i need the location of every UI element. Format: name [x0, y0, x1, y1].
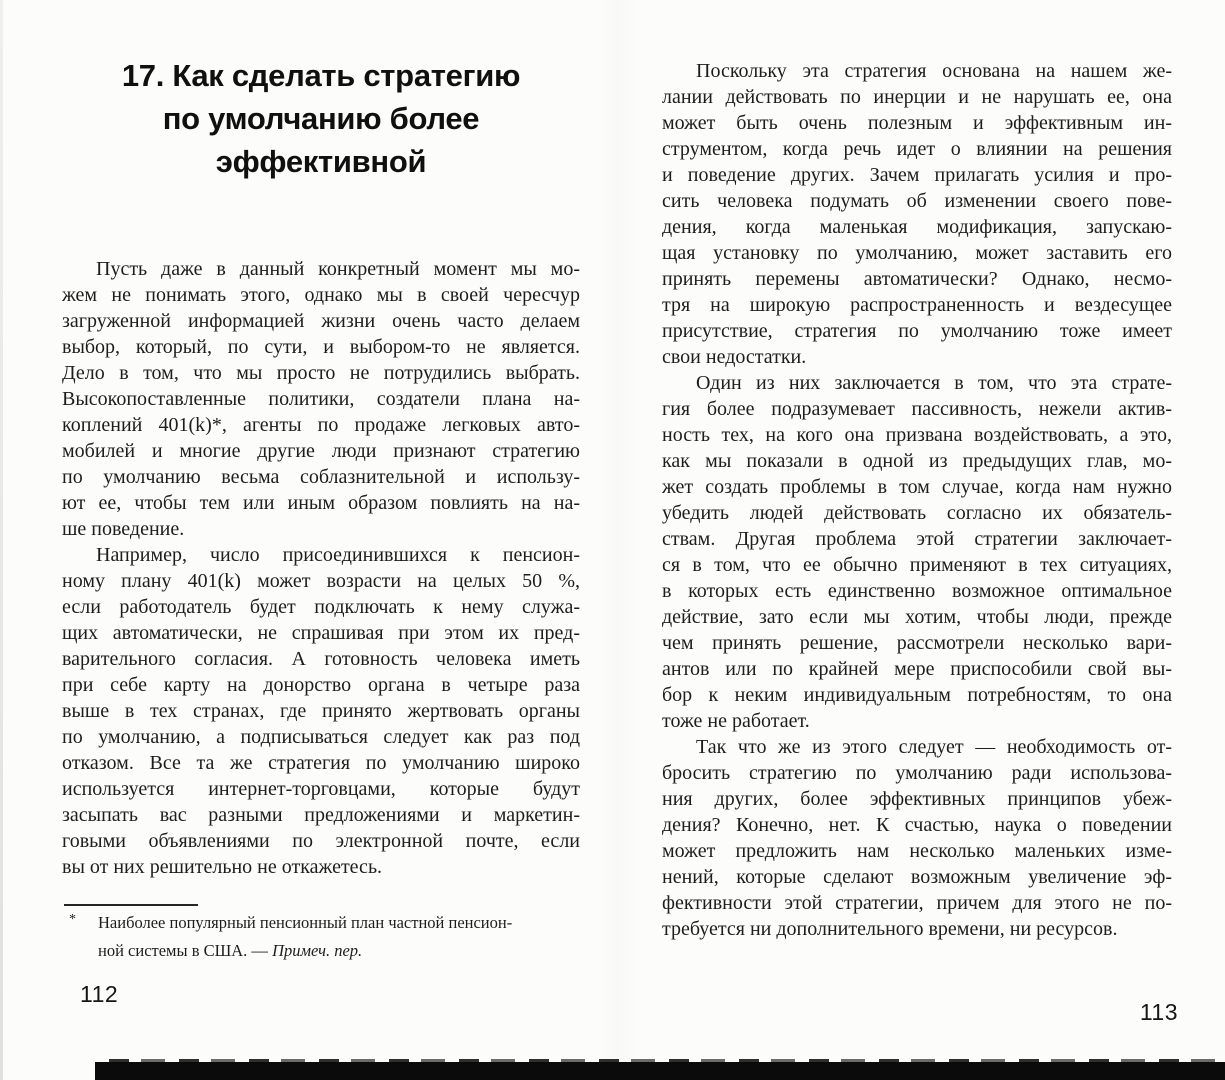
text-line: ному плану 401(k) может возрасти на целых 50 %, — [62, 570, 580, 592]
text-line: по умолчанию весьма соблазнительной и использу- — [62, 466, 580, 488]
text-line: ют ее, чтобы тем или иным образом повлиять на на- — [62, 492, 580, 514]
text-line: засыпать вас разными предложениями и маркетин- — [62, 804, 580, 826]
text-line: ше поведение. — [62, 518, 185, 540]
paragraph — [662, 370, 1172, 734]
text-line: говыми объявлениями по электронной почте, если — [62, 830, 580, 852]
text-line: используется интернет-торговцами, которые будут — [62, 778, 580, 800]
text-line: тря на широкую распространенность и вездесущее — [662, 294, 1172, 316]
text-line: варительного согласия. А готовность человека иметь — [62, 648, 580, 670]
footnote-marker: * — [69, 912, 76, 927]
text-line: щая установку по умолчанию, может заставить его — [662, 242, 1172, 264]
text-line: Например, число присоединившихся к пенсион- — [96, 544, 580, 566]
text-line: нений, которые сделают возможным увеличение эф- — [662, 866, 1172, 888]
title-line: по умолчанию более — [162, 101, 480, 136]
text-line: как мы показали в одной из предыдущих глав, мо- — [662, 450, 1172, 472]
text-line: действие, зато если мы хотим, чтобы люди, прежде — [662, 606, 1172, 628]
text-line: ствам. Другая проблема этой стратегии заключает- — [662, 528, 1172, 550]
text-line: Один из них заключается в том, что эта страте- — [696, 372, 1172, 394]
page-gutter-shadow — [598, 0, 638, 1062]
scan-left-edge-artifact — [0, 0, 3, 1080]
text-line: Так что же из этого следует — необходимость от- — [696, 736, 1172, 758]
text-line: гия более подразумевает пассивность, нежели актив- — [662, 398, 1172, 420]
text-line: убедить людей действовать согласно их обязатель- — [662, 502, 1172, 524]
text-line: дения, когда маленькая модификация, запускаю- — [662, 216, 1172, 238]
text-line: жет создать проблемы в том случае, когда нам нужно — [662, 476, 1172, 498]
text-line: Пусть даже в данный конкретный момент мы мо- — [96, 258, 580, 280]
paragraph — [662, 58, 1172, 370]
text-line: загруженной информацией жизни очень часто делаем — [62, 310, 580, 332]
text-line: антов или по крайней мере приспособили свой вы- — [662, 658, 1172, 680]
footnote-text: Наиболее популярный пенсионный план частной пенсион- — [98, 913, 513, 932]
text-line: щих автоматически, не спрашивая при этом их пред- — [62, 622, 580, 644]
text-line: выше в тех странах, где принято жертвовать органы — [62, 700, 580, 722]
text-line: по умолчанию, а подписываться следует как раз под — [62, 726, 580, 748]
text-line: свои недостатки. — [662, 346, 807, 368]
text-line: бор к неким индивидуальным потребностям, то она — [662, 684, 1172, 706]
right-page-body — [662, 58, 1172, 942]
text-line: ность тех, на кого она призвана воздействовать, а это, — [662, 424, 1172, 446]
text-line: Дело в том, что мы просто не потрудились выбрать. — [62, 362, 580, 384]
text-line: при себе карту на донорство органа в четыре раза — [62, 674, 580, 696]
text-line: бросить стратегию по умолчанию ради использова- — [662, 762, 1172, 784]
footnote-text: ной системы в США. — — [98, 941, 273, 960]
text-line: чем принять решение, рассмотрели несколько вари- — [662, 632, 1172, 654]
text-line: и поведение других. Зачем прилагать усилия и про- — [662, 164, 1172, 186]
text-line: ся в том, что ее обычно применяют в тех ситуациях, — [662, 554, 1172, 576]
paragraph — [662, 734, 1172, 942]
text-line: Поскольку эта стратегия основана на нашем же- — [696, 60, 1172, 82]
text-line: лании действовать по инерции и не нарушать ее, она — [662, 86, 1172, 108]
text-line: жем не понимать этого, однако мы в своей чересчур — [62, 284, 580, 306]
text-line: мобилей и многие другие люди признают стратегию — [62, 440, 580, 462]
text-line: в которых есть единственно возможное оптимальное — [662, 580, 1172, 602]
text-line: вы от них решительно не откажетесь. — [62, 856, 383, 878]
text-line: принять перемены автоматически? Однако, несмо- — [662, 268, 1172, 290]
text-line: Высокопоставленные политики, создатели плана на- — [62, 388, 580, 410]
title-line: 17. Как сделать стратегию — [121, 58, 521, 93]
page-number-right: 113 — [1139, 999, 1178, 1025]
page-number-left: 112 — [80, 981, 119, 1007]
text-line: может быть очень полезным и эффективным ин- — [662, 112, 1172, 134]
text-line: сить человека подумать об изменении своего пове- — [662, 190, 1172, 212]
text-line: дения? Конечно, нет. К счастью, наука о поведении — [662, 814, 1172, 836]
text-line: требуется ни дополнительного времени, ни ресурсов. — [662, 918, 1118, 940]
text-line: коплений 401(k)*, агенты по продаже легковых авто- — [62, 414, 580, 436]
text-line: тоже не работает. — [662, 710, 810, 732]
text-line: струментом, когда речь идет о влиянии на решения — [662, 138, 1172, 160]
text-line: ния других, более эффективных принципов убеж- — [662, 788, 1172, 810]
text-line: выбор, который, по сути, и выбором-то не является. — [62, 336, 580, 358]
text-line: отказом. Все та же стратегия по умолчанию широко — [62, 752, 580, 774]
text-line: если работодатель будет подключать к нему служа- — [62, 596, 580, 618]
scan-bottom-edge-artifact — [95, 1062, 1225, 1080]
text-line: может предложить нам несколько маленьких изме- — [662, 840, 1172, 862]
text-line: фективности этой стратегии, причем для этого не по- — [662, 892, 1172, 914]
text-line: присутствие, стратегия по умолчанию тоже имеет — [662, 320, 1172, 342]
footnote-italic-note: Примеч. пер. — [272, 941, 363, 960]
title-line: эффективной — [215, 144, 427, 179]
